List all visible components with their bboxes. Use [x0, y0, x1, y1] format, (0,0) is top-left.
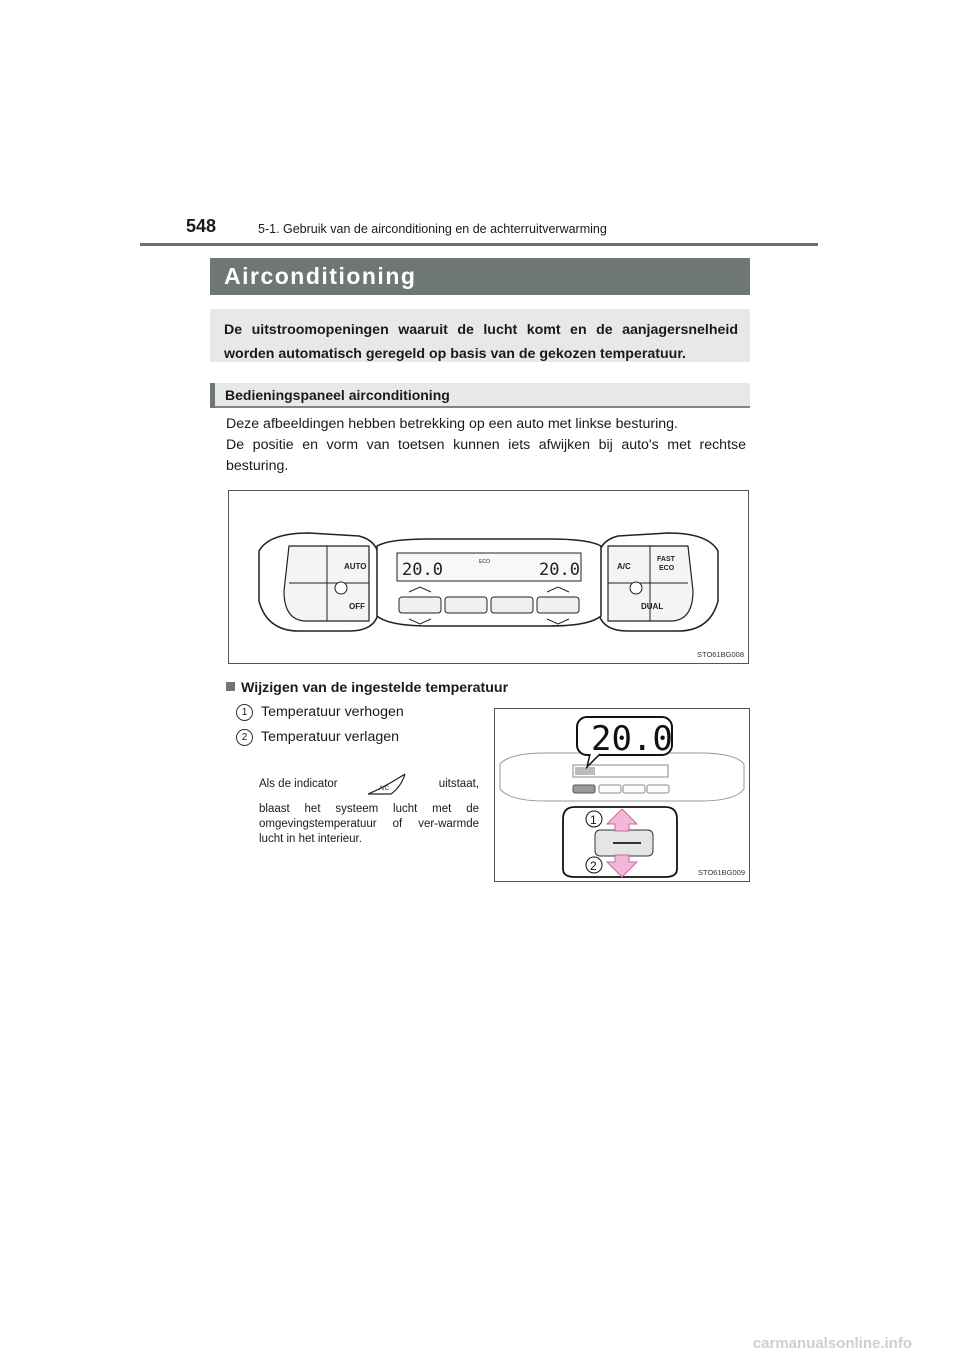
note-rest: blaast het systeem lucht met de omgevingstemperatuur of ver-warmde lucht in het interieur.: [259, 803, 479, 845]
intro-text: De uitstroomopeningen waaruit de lucht komt en de aanjagersnelheid worden automatisch geregeld op basis van de gekozen temperatuur.: [224, 322, 738, 362]
display-eco: ECO: [479, 559, 490, 565]
square-bullet-icon: [226, 682, 235, 691]
note-text: [259, 770, 479, 847]
temperature-adjust-figure: [494, 708, 750, 882]
note-part-a: Als de indicator: [259, 777, 338, 790]
callout-2: 2: [590, 859, 597, 873]
section-heading: Bedieningspaneel airconditioning: [225, 387, 450, 403]
watermark: carmanualsonline.info: [752, 1335, 912, 1352]
section-header: [210, 383, 750, 408]
step-number-2: 2: [236, 729, 253, 746]
step-text-1: Temperatuur verhogen: [261, 704, 404, 720]
fast-button-label: FAST: [657, 556, 675, 563]
page-title: Airconditioning: [224, 263, 417, 289]
display-left-temp: 20.0: [402, 560, 443, 580]
intro-box: [210, 309, 750, 362]
note-part-b: uitstaat,: [438, 777, 479, 790]
page-number: 548: [186, 216, 217, 236]
header-rule: [140, 243, 818, 246]
temperature-adjust-illustration: [495, 709, 749, 881]
auto-button-label: AUTO: [344, 562, 367, 571]
ac-indicator-label: A/C: [379, 786, 390, 792]
body-line-3: besturing.: [226, 458, 289, 474]
callout-1: 1: [590, 813, 597, 827]
display-right-temp: 20.0: [539, 560, 580, 580]
chapter-title: 5-1. Gebruik van de airconditioning en de achterruitverwarming: [258, 222, 607, 236]
step-2: [236, 729, 399, 746]
step-number-1: 1: [236, 704, 253, 721]
eco-button-label: ECO: [659, 565, 675, 572]
body-text: [226, 414, 746, 477]
subsection-heading-text: Wijzigen van de ingestelde temperatuur: [241, 680, 509, 696]
dual-button-label: DUAL: [641, 602, 664, 611]
section-marker: [210, 383, 215, 408]
control-panel-figure: [228, 490, 749, 664]
off-button-label: OFF: [349, 602, 365, 611]
control-panel-illustration: [229, 491, 748, 663]
step-1: [236, 704, 404, 721]
body-line-2: De positie en vorm van toetsen kunnen iets afwijken bij auto's met rechtse: [226, 437, 746, 453]
title-bar: [210, 258, 750, 295]
subsection-heading: [226, 680, 508, 696]
step-text-2: Temperatuur verlagen: [261, 729, 400, 745]
figure-code: STO61BG008: [697, 650, 744, 659]
ac-indicator-icon: [365, 771, 411, 797]
enlarged-display-temp: 20.0: [591, 719, 673, 759]
ac-button-label: A/C: [617, 562, 631, 571]
figure-code: STO61BG009: [698, 868, 745, 877]
body-line-1: Deze afbeeldingen hebben betrekking op een auto met linkse besturing.: [226, 416, 678, 432]
